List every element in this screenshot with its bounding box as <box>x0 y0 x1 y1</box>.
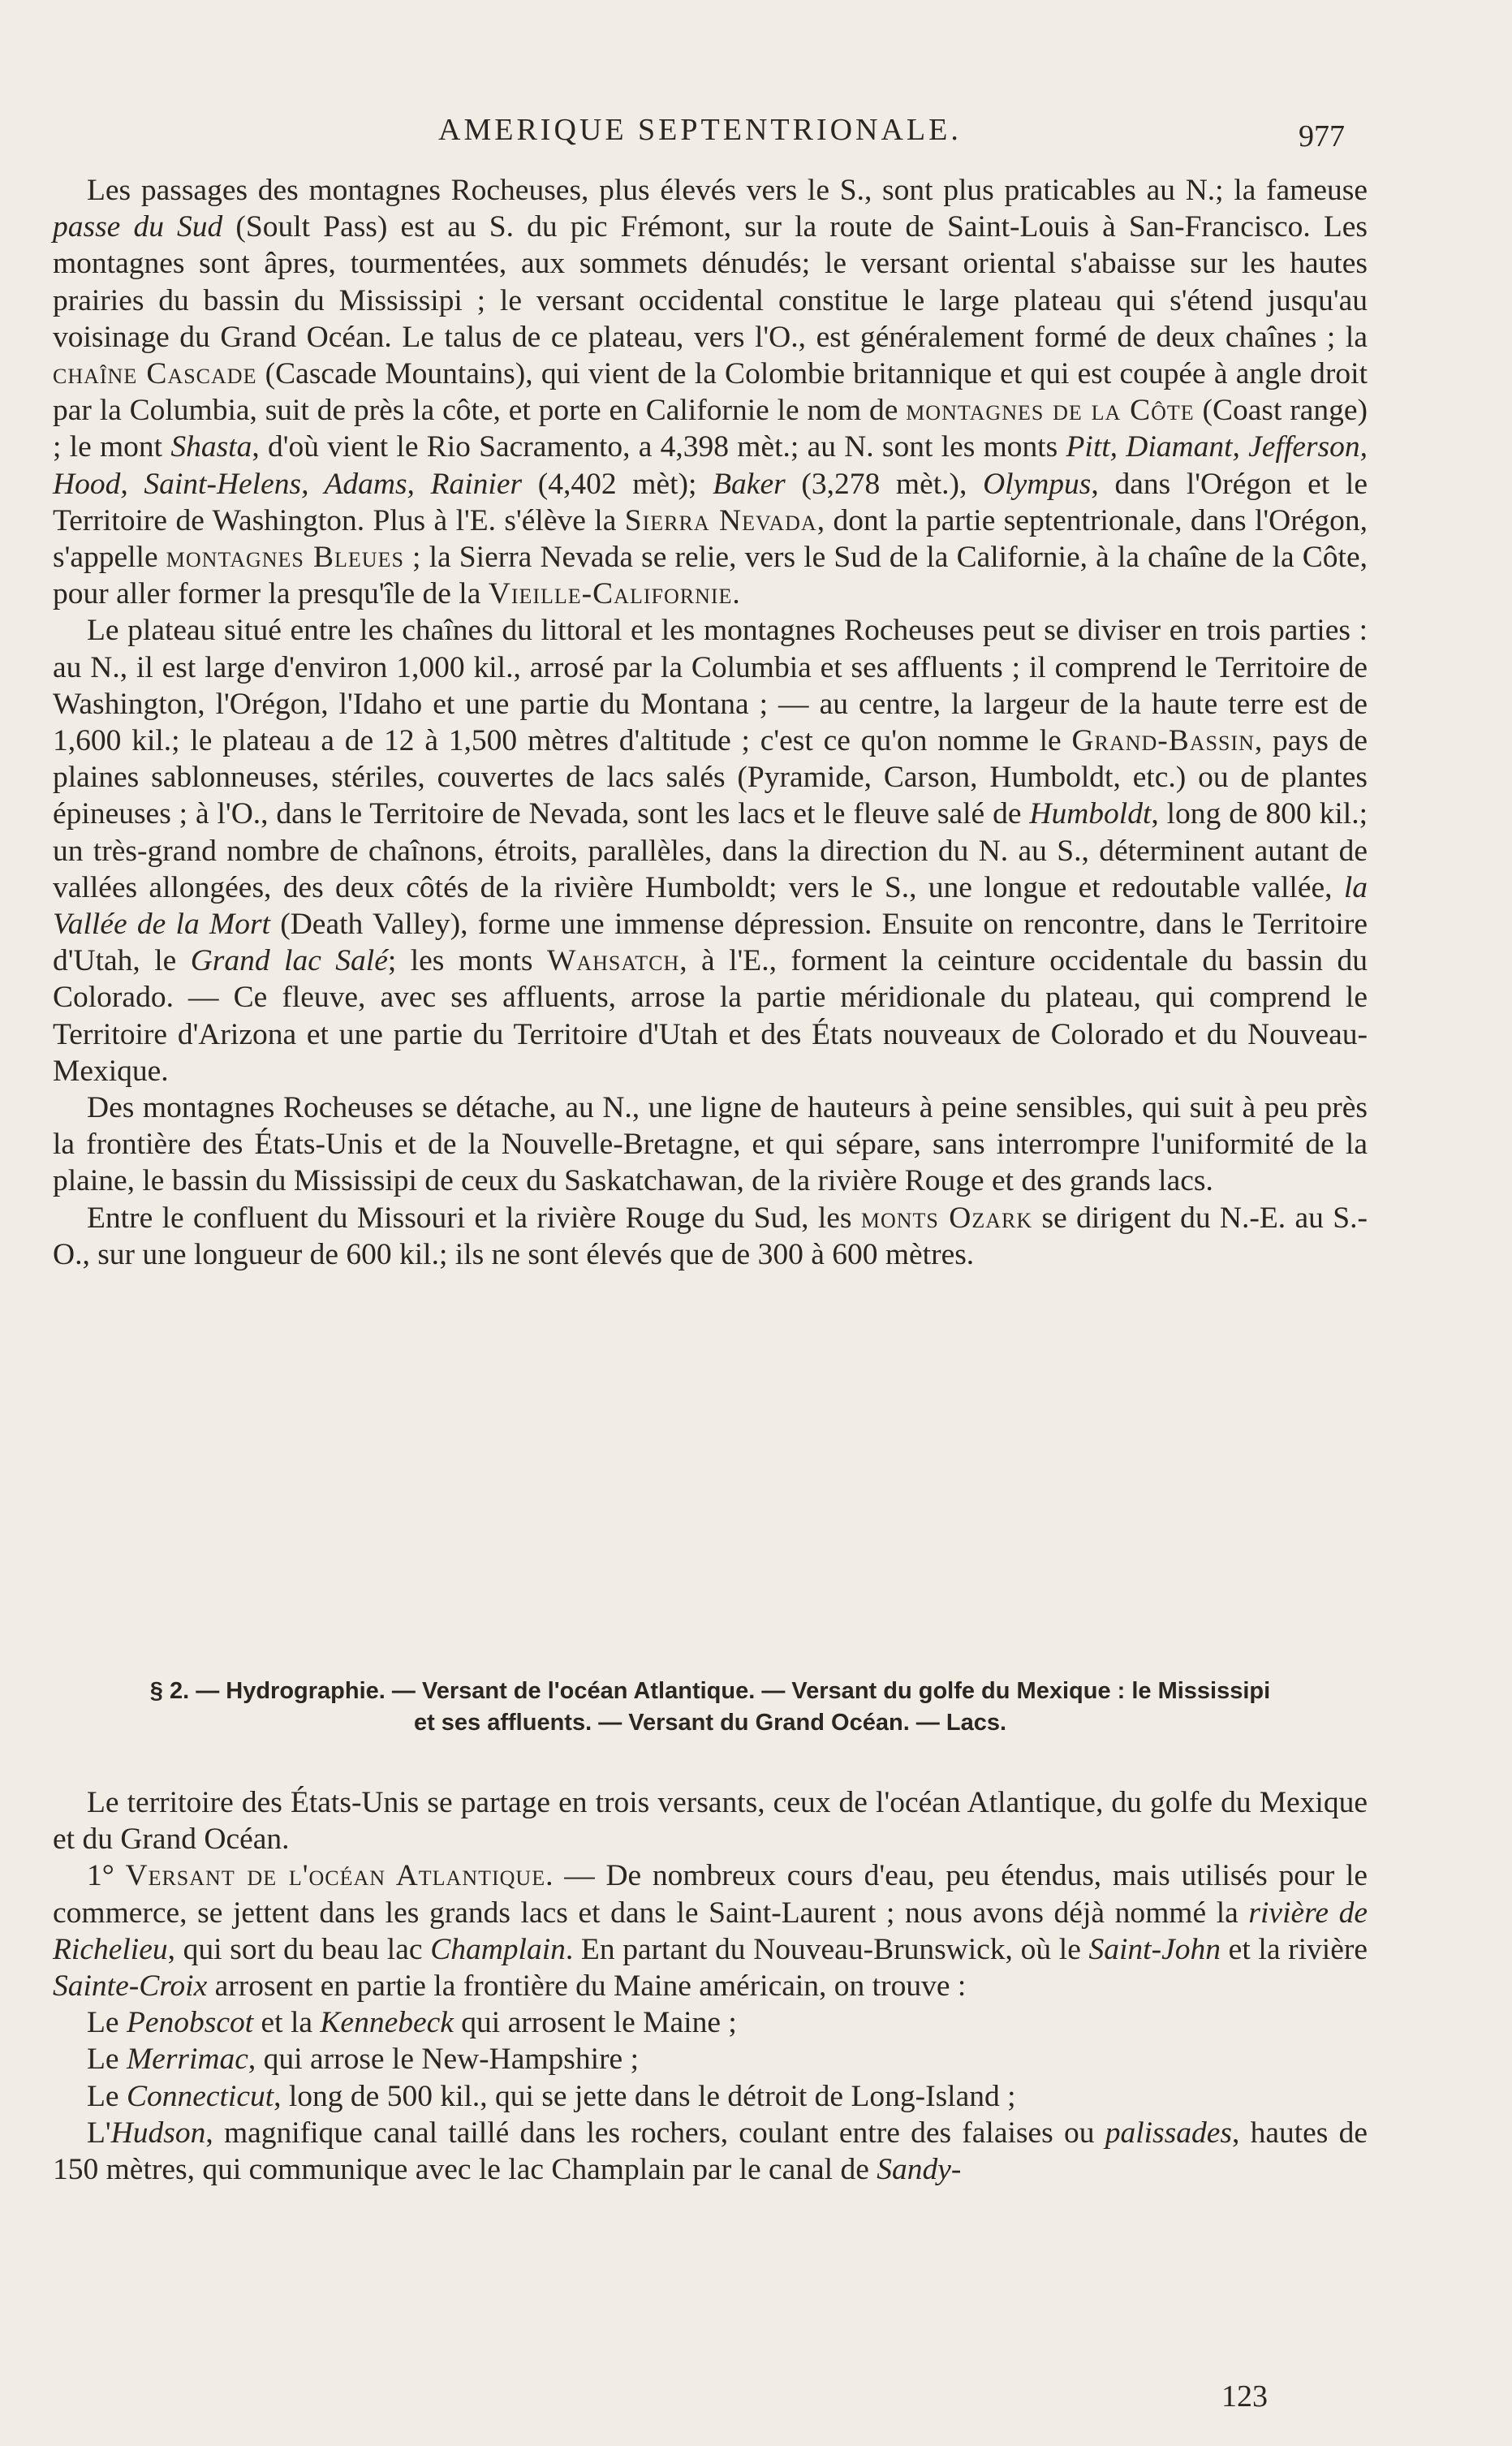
italic-term: Connecticut <box>126 2079 274 2113</box>
text-run: , à l'E., forment la ceinture occidentale du bassin du Colorado. — Ce fleuve, avec ses affluents, arrose la partie méridionale du plateau, qui comprend le Territoire d'Arizona et une partie du Territoire d'Utah et des États nouveaux de Colorado et du Nouveau-Mexique. <box>53 944 1368 1088</box>
text-run: (Soult Pass) est au S. du pic Frémont, sur la route de Saint-Louis à San-Francisco. Les montagnes sont âpres, tourmentées, aux sommets dénudés; le versant oriental s'abaisse sur les hautes prairies du bassin du Mississipi ; le versant occidental constitue le large plateau qui s'étend jusqu'au voisinage du Grand Océan. Le talus de ce plateau, vers l'O., est généralement formé de deux chaînes ; la <box>53 210 1368 354</box>
italic-term: Hudson <box>110 2116 206 2150</box>
text-run: se dirigent du N.-E. au S.-O., sur une longueur de 600 kil.; ils ne sont élevés que de 300 à 600 mètres. <box>53 1201 1368 1271</box>
hydrography-text <box>53 1784 1368 2188</box>
italic-term: Olympus <box>983 467 1092 501</box>
paragraph <box>53 2078 1368 2115</box>
italic-term: Sainte-Croix <box>53 1969 208 2004</box>
place-name: Vieille-Californie <box>488 577 733 611</box>
text-run: , dans l'Orégon et le Territoire de Washington. Plus à l'E. s'élève la <box>53 467 1368 537</box>
text-run: (3,278 mèt.), <box>785 467 984 501</box>
paragraph <box>53 612 1368 1089</box>
text-run: (Coast range) ; le mont <box>53 394 1368 464</box>
text-run: , long de 500 kil., qui se jette dans le détroit de Long-Island ; <box>274 2079 1016 2113</box>
italic-term: Shasta <box>170 430 252 464</box>
italic-term: Champlain <box>430 1932 566 1966</box>
text-run: Le territoire des États-Unis se partage en trois versants, ceux de l'océan Atlantique, du golfe du Mexique et du Grand Océan. <box>53 1786 1368 1857</box>
text-run: , d'où vient le Rio Sacramento, a 4,398 mèt.; au N. sont les monts <box>252 430 1066 464</box>
section-heading <box>53 1676 1368 1739</box>
italic-term: Grand lac Salé <box>190 944 388 978</box>
italic-term: Humboldt <box>1029 797 1152 831</box>
place-name: monts Ozark <box>860 1201 1033 1235</box>
section-heading-line-1: § 2. — Hydrographie. — Versant de l'océan Atlantique. — Versant du golfe du Mexique : le Mississipi <box>149 1678 1271 1704</box>
text-run: L' <box>87 2116 111 2150</box>
text-run: (Cascade Mountains), qui vient de la Colombie britannique et qui est coupée à angle droit par la Columbia, suit de près la côte, et porte en Californie le nom de <box>53 357 1368 428</box>
italic-term: passe du Sud <box>53 210 223 244</box>
text-run: . En partant du Nouveau-Brunswick, où le <box>565 1932 1089 1966</box>
italic-term: Merrimac <box>126 2043 248 2077</box>
paragraph <box>53 1857 1368 2004</box>
text-run: , long de 800 kil.; un très-grand nombre de chaînons, étroits, parallèles, dans la direction du N. au S., déterminent autant de vallées allongées, des deux côtés de la rivière Humboldt; vers le S., une longue et redoutable vallée, <box>53 797 1368 904</box>
place-name: Versant de l'océan Atlantique <box>125 1859 546 1893</box>
paragraph <box>53 1200 1368 1273</box>
text-run: Entre le confluent du Missouri et la rivière Rouge du Sud, les <box>87 1201 861 1235</box>
text-run: , magnifique canal taillé dans les rochers, coulant entre des falaises ou <box>205 2116 1105 2150</box>
italic-term: Baker <box>713 467 786 501</box>
place-name: montagnes Bleues <box>166 541 404 575</box>
running-title: AMERIQUE SEPTENTRIONALE. <box>438 113 962 147</box>
italic-term: la Vallée de la Mort <box>53 870 1368 942</box>
place-name: chaîne Cascade <box>53 357 257 391</box>
text-run: Le plateau situé entre les chaînes du littoral et les montagnes Rocheuses peut se diviser en trois parties : au N., il est large d'environ 1,000 kil., arrosé par la Columbia et ses affluents ; il comprend le Territoire de Washington, l'Orégon, l'Idaho et une partie du Montana ; — au centre, la largeur de la haute terre est de 1,600 kil.; le plateau a de 12 à 1,500 mètres d'altitude ; c'est ce qu'on nomme le <box>53 614 1368 758</box>
text-run: , hautes de 150 mètres, qui communique avec le lac Champlain par le canal de <box>53 2116 1368 2187</box>
text-run: , qui arrose le New-Hampshire ; <box>248 2043 639 2077</box>
text-run: qui arrosent le Maine ; <box>453 2006 737 2040</box>
paragraph <box>53 1089 1368 1200</box>
italic-term: palissades <box>1105 2116 1232 2150</box>
paragraph <box>53 2004 1368 2041</box>
italic-term: Pitt, Diamant, Jefferson, Hood, Saint-Helens, Adams, Rainier <box>53 430 1368 501</box>
paragraph <box>53 1784 1368 1857</box>
italic-term: rivière de Richelieu <box>53 1896 1368 1966</box>
text-run: Des montagnes Rocheuses se détache, au N., une ligne de hauteurs à peine sensibles, qui suit à peu près la frontière des États-Unis et de la Nouvelle-Bretagne, et qui sépare, sans interrompre l'uniformité de la plaine, le bassin du Mississipi de ceux du Saskatchawan, de la rivière Rouge et des grands lacs. <box>53 1091 1368 1198</box>
italic-term: Penobscot <box>126 2006 254 2040</box>
paragraph <box>53 172 1368 612</box>
page-header <box>0 112 1512 161</box>
italic-term: Sandy- <box>877 2153 962 2187</box>
text-run: . — De nombreux cours d'eau, peu étendus, mais utilisés pour le commerce, se jettent dans les grands lacs et dans le Saint-Laurent ; nous avons déjà nommé la <box>53 1859 1368 1930</box>
text-run: et la rivière <box>1221 1932 1368 1966</box>
text-run: et la <box>253 2006 321 2040</box>
place-name: Sierra Nevada <box>624 503 817 537</box>
text-run: (Death Valley), forme une immense dépression. Ensuite on rencontre, dans le Territoire d'Utah, le <box>53 908 1368 978</box>
text-run: . <box>732 577 740 611</box>
text-run: (4,402 mèt); <box>522 467 713 501</box>
paragraph <box>53 2115 1368 2188</box>
italic-term: Kennebeck <box>320 2006 454 2040</box>
text-run: ; la Sierra Nevada se relie, vers le Sud de la Californie, à la chaîne de la Côte, pour aller former la presqu'île de la <box>53 541 1368 611</box>
text-run: , dont la partie septentrionale, dans l'Orégon, s'appelle <box>53 503 1368 575</box>
place-name: Grand-Bassin <box>1071 724 1255 758</box>
text-run: Le <box>87 2006 127 2040</box>
text-run: ; les monts <box>387 944 547 978</box>
text-run: , qui sort du beau lac <box>167 1932 431 1966</box>
orography-text <box>53 172 1368 1273</box>
text-run: Le <box>87 2079 127 2113</box>
page-number: 977 <box>1299 119 1345 153</box>
text-run: arrosent en partie la frontière du Maine américain, on trouve : <box>207 1969 967 2004</box>
section-heading-line-2: et ses affluents. — Versant du Grand Océan. — Lacs. <box>413 1710 1007 1736</box>
place-name: montagnes de la Côte <box>906 394 1195 428</box>
printer-signature-mark: 123 <box>1221 2379 1268 2414</box>
italic-term: Saint-John <box>1088 1932 1221 1966</box>
text-run: 1° <box>87 1859 126 1893</box>
text-run: Le <box>87 2043 127 2077</box>
place-name: Wahsatch <box>546 944 680 978</box>
paragraph <box>53 2041 1368 2077</box>
text-run: , pays de plaines sablonneuses, stériles, couvertes de lacs salés (Pyramide, Carson, Humboldt, etc.) ou de plantes épineuses ; à l'O., dans le Territoire de Nevada, sont les lacs et le fleuve salé de <box>53 724 1368 831</box>
text-run: Les passages des montagnes Rocheuses, plus élevés vers le S., sont plus praticables au N.; la fameuse <box>87 174 1368 207</box>
